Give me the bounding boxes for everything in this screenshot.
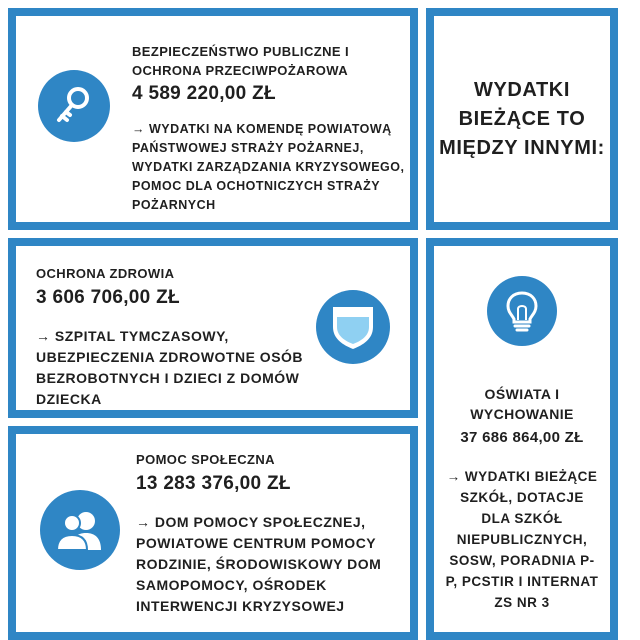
education-description: → WYDATKI BIEŻĄCE SZKÓŁ, DOTACJE DLA SZKÓŁ NIEPUBLICZNYCH, SOSW, PORADNIA P-P, PCSTIR I INTERNAT ZS NR 3 bbox=[445, 469, 599, 610]
health-heading: OCHRONA ZDROWIA bbox=[36, 266, 175, 281]
health-amount: 3 606 706,00 ZŁ bbox=[36, 287, 180, 308]
security-heading: BEZPIECZEŃSTWO PUBLICZNE I OCHRONA PRZECIWPOŻAROWA bbox=[132, 44, 349, 78]
education-heading: OŚWIATA I WYCHOWANIE bbox=[470, 386, 574, 422]
education-amount: 37 686 864,00 ZŁ bbox=[460, 429, 584, 446]
section-title: WYDATKI BIEŻĄCE TO MIĘDZY INNYMI: bbox=[439, 78, 605, 159]
card-health bbox=[8, 238, 418, 418]
card-education bbox=[426, 238, 618, 640]
card-public-safety bbox=[8, 8, 418, 230]
card-social-assistance bbox=[8, 426, 418, 640]
health-description: → SZPITAL TYMCZASOWY, UBEZPIECZENIA ZDROWOTNE OSÓB BEZROBOTNYCH I DZIECI Z DOMÓW DZIECKA bbox=[36, 328, 304, 407]
key-icon bbox=[38, 70, 110, 142]
security-description: → WYDATKI NA KOMENDĘ POWIATOWĄ PAŃSTWOWEJ STRAŻY POŻARNEJ, WYDATKI ZARZĄDZANIA KRYZYSOWEGO, POMOC DLA OCHOTNICZYCH STRAŻY POŻARNYCH bbox=[132, 122, 405, 212]
shield-icon bbox=[316, 290, 390, 364]
card-title bbox=[426, 8, 618, 230]
social-description: → DOM POMOCY SPOŁECZNEJ, POWIATOWE CENTRUM POMOCY RODZINIE, ŚRODOWISKOWY DOM SAMOPOMOCY, OŚRODEK INTERWENCJI KRYZYSOWEJ bbox=[136, 514, 382, 614]
lightbulb-icon bbox=[487, 276, 557, 346]
security-amount: 4 589 220,00 ZŁ bbox=[132, 83, 276, 104]
social-amount: 13 283 376,00 ZŁ bbox=[136, 473, 291, 494]
users-icon bbox=[40, 490, 120, 570]
social-heading: POMOC SPOŁECZNA bbox=[136, 452, 275, 467]
